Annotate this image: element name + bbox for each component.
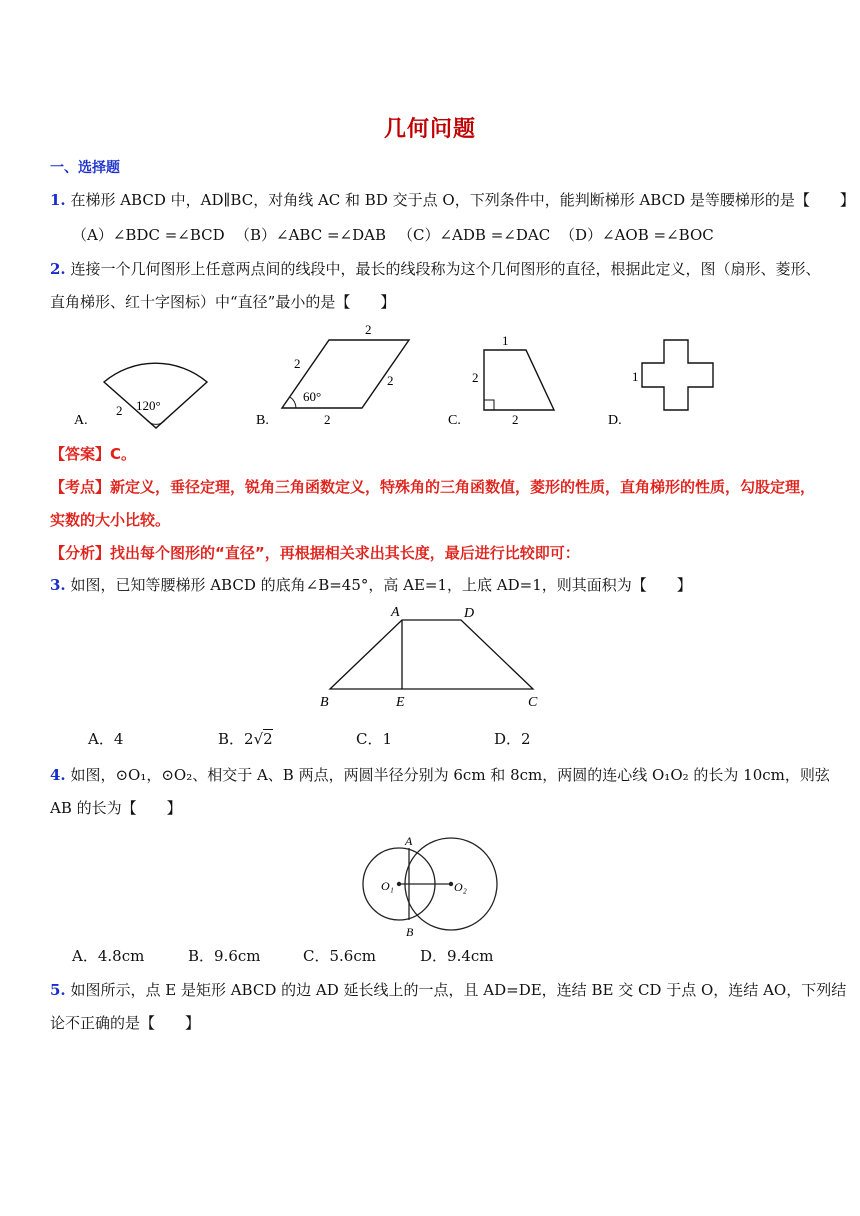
point-b-label: B [320, 695, 329, 710]
question-text: 如图所示，点 E 是矩形 ABCD 的边 AD 延长线上的一点，且 AD=DE，连结 BE 交 CD 于点 O，连结 AO，下列结 [70, 981, 847, 999]
q1-option-d: （D）∠AOB =∠BOC [560, 226, 714, 244]
figure-c-bottom-label: 2 [512, 412, 519, 427]
figure-b-right-label: 2 [387, 373, 394, 388]
figure-b-rhombus [256, 322, 409, 428]
question-5 [50, 980, 847, 1000]
q4-option-c: C．5.6cm [303, 947, 376, 965]
figure-b-angle-label: 60° [303, 389, 322, 404]
question-2-line2: 直角梯形、红十字图标）中“直径”最小的是【 】 [50, 293, 396, 311]
fenxi: 【分析】找出每个图形的“直径”，再根据相关求出其长度，最后进行比较即可： [50, 544, 580, 562]
q3-option-c: C．1 [356, 730, 393, 748]
figure-d-side-label: 1 [632, 369, 639, 384]
q1-option-a: （A）∠BDC =∠BCD [72, 226, 225, 244]
point-d-label: D [464, 606, 475, 621]
radicand: 2 [263, 730, 273, 748]
radical-sign: √ [253, 730, 264, 748]
q4-option-b: B．9.6cm [188, 947, 261, 965]
figure-a-letter: A. [74, 413, 88, 428]
q1-option-c: （C）∠ADB =∠DAC [398, 226, 551, 244]
q1-option-b: （B）∠ABC =∠DAB [235, 226, 386, 244]
question-number: 5. [50, 981, 66, 999]
figure-a-side-label: 2 [116, 403, 123, 418]
question-number: 4. [50, 766, 66, 784]
point-a-label: A [405, 834, 413, 848]
q3-option-b [218, 728, 273, 749]
figure-d-cross [608, 340, 713, 428]
question-3 [50, 575, 825, 595]
kaodian-line2: 实数的大小比较。 [50, 511, 171, 529]
question-4-line2: AB 的长为【 】 [50, 799, 182, 817]
question-number: 2. [50, 260, 66, 278]
point-c-label: C [528, 695, 538, 710]
q4-circles-figure [355, 830, 505, 940]
option-b-prefix: B．2 [218, 730, 254, 748]
figure-c-letter: C. [448, 413, 461, 428]
question-text: 如图，⊙O₁，⊙O₂、相交于 A、B 两点，两圆半径分别为 6cm 和 8cm，两圆的连心线 O₁O₂ 的长为 10cm，则弦 [70, 766, 830, 784]
question-4 [50, 765, 830, 785]
point-b-label: B [406, 925, 414, 939]
figure-c-left-label: 2 [472, 370, 479, 385]
figure-c-trapezoid [448, 333, 554, 428]
q3-trapezoid-figure [315, 600, 555, 715]
figure-c-top-label: 1 [502, 333, 509, 348]
q3-option-d: D．2 [494, 730, 531, 748]
point-a-label: A [391, 605, 400, 620]
question-1 [50, 190, 855, 210]
figure-b-bottom-label: 2 [324, 412, 331, 427]
question-text: 如图，已知等腰梯形 ABCD 的底角∠B=45°，高 AE=1，上底 AD=1，则其面积为【 】 [70, 576, 692, 594]
page-title: 几何问题 [383, 116, 476, 142]
section-heading: 一、选择题 [50, 160, 120, 176]
point-o1-label: O₁ [381, 879, 394, 893]
q3-option-a: A．4 [88, 730, 124, 748]
question-5-line2: 论不正确的是【 】 [50, 1014, 201, 1032]
q4-option-a: A．4.8cm [72, 947, 145, 965]
figure-d-letter: D. [608, 413, 622, 428]
point-o2-label: O₂ [454, 880, 467, 894]
figure-b-letter: B. [256, 413, 269, 428]
point-e-label: E [396, 695, 405, 710]
figure-b-top-label: 2 [365, 322, 372, 337]
question-2 [50, 259, 825, 279]
question-number: 1. [50, 191, 66, 209]
q4-option-d: D．9.4cm [420, 947, 494, 965]
figure-a-angle-label: 120° [136, 398, 161, 413]
figure-b-left-label: 2 [294, 356, 301, 371]
figure-a-sector [74, 363, 207, 428]
question-number: 3. [50, 576, 66, 594]
q2-figures [60, 318, 800, 433]
kaodian-line1: 【考点】新定义，垂径定理，锐角三角函数定义，特殊角的三角函数值，菱形的性质，直角梯形的性质，勾股定理， [50, 478, 816, 496]
answer: 【答案】C。 [50, 445, 137, 463]
question-text: 在梯形 ABCD 中，AD∥BC，对角线 AC 和 BD 交于点 O，下列条件中，能判断梯形 ABCD 是等腰梯形的是【 】 [70, 191, 855, 209]
question-text: 连接一个几何图形上任意两点间的线段中，最长的线段称为这个几何图形的直径，根据此定义，图（扇形、菱形、 [70, 260, 821, 278]
